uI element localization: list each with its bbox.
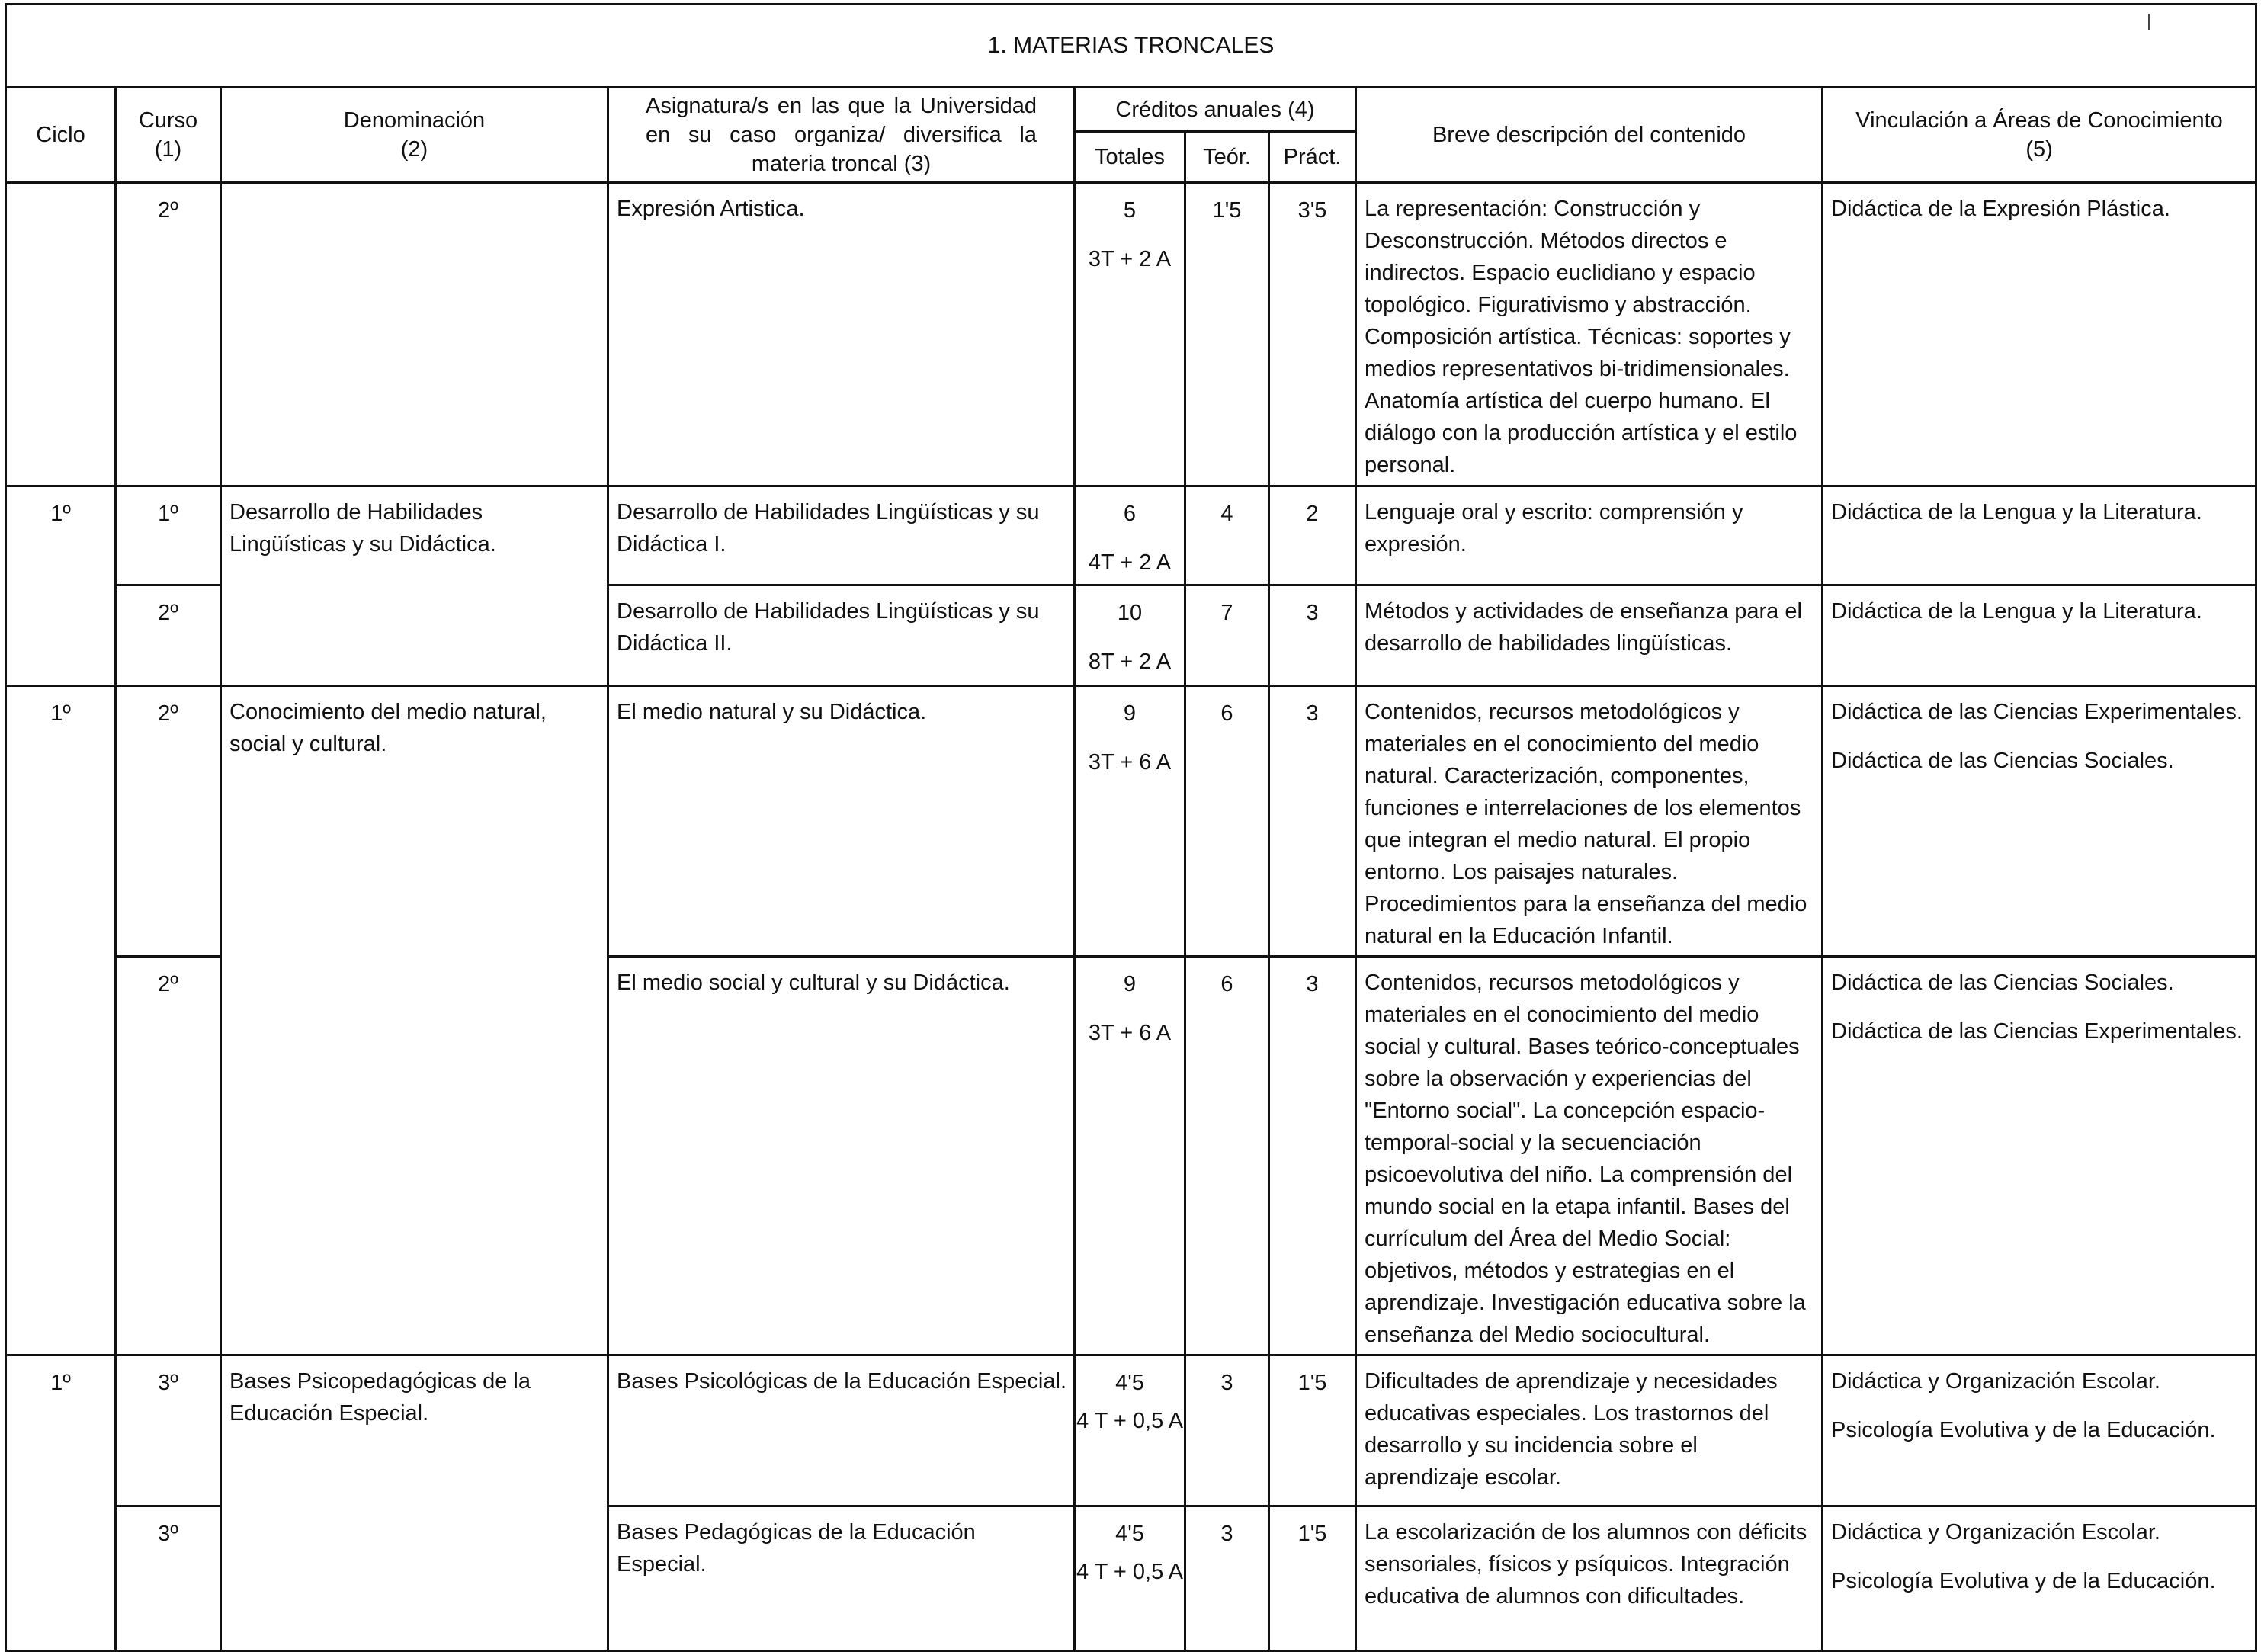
descripcion-cell: Dificultades de aprendizaje y necesidades educativas especiales. Los trastornos del desarrollo y su incidencia sobre el aprendizaje escolar. bbox=[1356, 1355, 1823, 1506]
header-ciclo: Ciclo bbox=[6, 88, 116, 183]
area-item: Didáctica de la Expresión Plástica. bbox=[1831, 197, 2170, 221]
area-item: Psicología Evolutiva y de la Educación. bbox=[1831, 1569, 2216, 1593]
curso-cell: 2º bbox=[116, 686, 221, 957]
curso-cell: 3º bbox=[116, 1355, 221, 1506]
denominacion-cell: Desarrollo de Habilidades Lingüísticas y su Didáctica. bbox=[221, 486, 608, 686]
table-row bbox=[6, 183, 2256, 486]
header-vinculacion bbox=[1823, 88, 2256, 183]
header-pract: Práct. bbox=[1269, 132, 1356, 183]
descripcion-cell: Métodos y actividades de enseñanza para el desarrollo de habilidades lingüísticas. bbox=[1356, 585, 1823, 686]
header-denominacion-note: (2) bbox=[400, 137, 428, 162]
area-item: Didáctica y Organización Escolar. bbox=[1831, 1520, 2160, 1545]
header-denominacion bbox=[221, 88, 608, 183]
totales-detail: 4T + 2 A bbox=[1088, 550, 1172, 575]
table-row bbox=[6, 686, 2256, 957]
areas-cell bbox=[1823, 486, 2256, 585]
areas-cell bbox=[1823, 585, 2256, 686]
header-teor: Teór. bbox=[1185, 132, 1269, 183]
totales-cell bbox=[1075, 585, 1185, 686]
areas-cell bbox=[1823, 957, 2256, 1355]
area-item: Didáctica de las Ciencias Experimentales. bbox=[1831, 1019, 2243, 1044]
header-vinculacion-note: (5) bbox=[2025, 137, 2053, 162]
table-row bbox=[6, 1355, 2256, 1506]
totales-cell bbox=[1075, 1506, 1185, 1651]
descripcion-cell: Contenidos, recursos metodológicos y materiales en el conocimiento del medio natural. Caracterización, componentes, funciones e interrelaciones de los elementos que integran el medio natural. El propio entorno. Los paisajes naturales. Procedimientos para la enseñanza del medio natural en la Educación Infantil. bbox=[1356, 686, 1823, 957]
asignatura-cell: Bases Pedagógicas de la Educación Especial. bbox=[608, 1506, 1075, 1651]
header-descripcion: Breve descripción del contenido bbox=[1356, 88, 1823, 183]
scan-mark bbox=[2148, 14, 2150, 30]
area-item: Didáctica de la Lengua y la Literatura. bbox=[1831, 500, 2202, 524]
table-row bbox=[6, 486, 2256, 585]
curso-cell: 2º bbox=[116, 957, 221, 1355]
section-title: 1. MATERIAS TRONCALES bbox=[6, 5, 2256, 88]
totales-cell bbox=[1075, 183, 1185, 486]
denominacion-cell: Conocimiento del medio natural, social y cultural. bbox=[221, 686, 608, 1355]
totales-cell bbox=[1075, 686, 1185, 957]
header-curso-label: Curso bbox=[138, 108, 198, 133]
asignatura-cell: Bases Psicológicas de la Educación Especial. bbox=[608, 1355, 1075, 1506]
area-item: Didáctica de las Ciencias Sociales. bbox=[1831, 970, 2174, 995]
area-item: Didáctica de la Lengua y la Literatura. bbox=[1831, 599, 2202, 624]
areas-cell bbox=[1823, 686, 2256, 957]
pract-cell: 3 bbox=[1269, 686, 1356, 957]
totales-value: 9 bbox=[1123, 972, 1137, 996]
materias-troncales-table bbox=[5, 3, 2257, 1652]
ciclo-cell: 1º bbox=[6, 1355, 116, 1651]
totales-value: 10 bbox=[1117, 601, 1143, 625]
asignatura-cell: El medio social y cultural y su Didáctica. bbox=[608, 957, 1075, 1355]
curso-cell: 3º bbox=[116, 1506, 221, 1651]
totales-detail: 8T + 2 A bbox=[1088, 650, 1172, 674]
area-item: Didáctica de las Ciencias Experimentales. bbox=[1831, 700, 2243, 724]
totales-cell bbox=[1075, 1355, 1185, 1506]
totales-detail: 3T + 6 A bbox=[1088, 750, 1172, 775]
teor-cell: 6 bbox=[1185, 957, 1269, 1355]
ciclo-cell: 1º bbox=[6, 486, 116, 686]
totales-value: 6 bbox=[1123, 502, 1137, 526]
pract-cell: 3'5 bbox=[1269, 183, 1356, 486]
header-denominacion-label: Denominación bbox=[343, 108, 486, 133]
descripcion-cell: La escolarización de los alumnos con déficits sensoriales, físicos y psíquicos. Integración educativa de alumnos con dificultades. bbox=[1356, 1506, 1823, 1651]
header-totales: Totales bbox=[1075, 132, 1185, 183]
curso-cell: 2º bbox=[116, 585, 221, 686]
descripcion-cell: La representación: Construcción y Desconstrucción. Métodos directos e indirectos. Espacio euclidiano y espacio topológico. Figurativismo y abstracción. Composición artística. Técnicas: soportes y medios representativos bi-tridimensionales. Anatomía artística del cuerpo humano. El diálogo con la producción artística y el estilo personal. bbox=[1356, 183, 1823, 486]
teor-cell: 1'5 bbox=[1185, 183, 1269, 486]
area-item: Didáctica y Organización Escolar. bbox=[1831, 1369, 2160, 1394]
totales-detail: 3T + 6 A bbox=[1088, 1021, 1172, 1045]
pract-cell: 2 bbox=[1269, 486, 1356, 585]
areas-cell bbox=[1823, 183, 2256, 486]
teor-cell: 3 bbox=[1185, 1506, 1269, 1651]
header-curso-note: (1) bbox=[154, 137, 182, 162]
asignatura-cell: El medio natural y su Didáctica. bbox=[608, 686, 1075, 957]
denominacion-cell: Bases Psicopedagógicas de la Educación Especial. bbox=[221, 1355, 608, 1651]
curso-cell: 1º bbox=[116, 486, 221, 585]
header-asignatura: Asignatura/s en las que la Universidad en su caso organiza/ diversifica la materia troncal (3) bbox=[608, 88, 1075, 183]
header-vinculacion-label: Vinculación a Áreas de Conocimiento bbox=[1855, 108, 2223, 133]
teor-cell: 6 bbox=[1185, 686, 1269, 957]
header-creditos: Créditos anuales (4) bbox=[1075, 88, 1356, 132]
totales-detail: 3T + 2 A bbox=[1088, 247, 1172, 271]
areas-cell bbox=[1823, 1506, 2256, 1651]
pract-cell: 1'5 bbox=[1269, 1355, 1356, 1506]
totales-cell bbox=[1075, 957, 1185, 1355]
totales-detail: 4 T + 0,5 A bbox=[1076, 1409, 1183, 1433]
header-curso bbox=[116, 88, 221, 183]
descripcion-cell: Contenidos, recursos metodológicos y materiales en el conocimiento del medio social y cultural. Bases teórico-conceptuales sobre la observación y experiencias del "Entorno social". La concepción espacio-temporal-social y la secuenciación psicoevolutiva del niño. La comprensión del mundo social en la etapa infantil. Bases del currículum del Área del Medio Social: objetivos, métodos y estrategias en el aprendizaje. Investigación educativa sobre la enseñanza del Medio sociocultural. bbox=[1356, 957, 1823, 1355]
teor-cell: 7 bbox=[1185, 585, 1269, 686]
pract-cell: 3 bbox=[1269, 957, 1356, 1355]
area-item: Didáctica de las Ciencias Sociales. bbox=[1831, 749, 2174, 773]
ciclo-cell bbox=[6, 183, 116, 486]
teor-cell: 3 bbox=[1185, 1355, 1269, 1506]
ciclo-cell: 1º bbox=[6, 686, 116, 1355]
areas-cell bbox=[1823, 1355, 2256, 1506]
totales-value: 4'5 bbox=[1115, 1371, 1144, 1395]
teor-cell: 4 bbox=[1185, 486, 1269, 585]
totales-value: 9 bbox=[1123, 701, 1137, 726]
asignatura-cell: Desarrollo de Habilidades Lingüísticas y su Didáctica I. bbox=[608, 486, 1075, 585]
denominacion-cell bbox=[221, 183, 608, 486]
descripcion-cell: Lenguaje oral y escrito: comprensión y expresión. bbox=[1356, 486, 1823, 585]
asignatura-cell: Desarrollo de Habilidades Lingüísticas y su Didáctica II. bbox=[608, 585, 1075, 686]
curso-cell: 2º bbox=[116, 183, 221, 486]
totales-cell bbox=[1075, 486, 1185, 585]
totales-value: 4'5 bbox=[1115, 1522, 1144, 1546]
pract-cell: 3 bbox=[1269, 585, 1356, 686]
area-item: Psicología Evolutiva y de la Educación. bbox=[1831, 1418, 2216, 1442]
totales-detail: 4 T + 0,5 A bbox=[1076, 1560, 1183, 1584]
pract-cell: 1'5 bbox=[1269, 1506, 1356, 1651]
asignatura-cell: Expresión Artistica. bbox=[608, 183, 1075, 486]
totales-value: 5 bbox=[1123, 198, 1137, 223]
